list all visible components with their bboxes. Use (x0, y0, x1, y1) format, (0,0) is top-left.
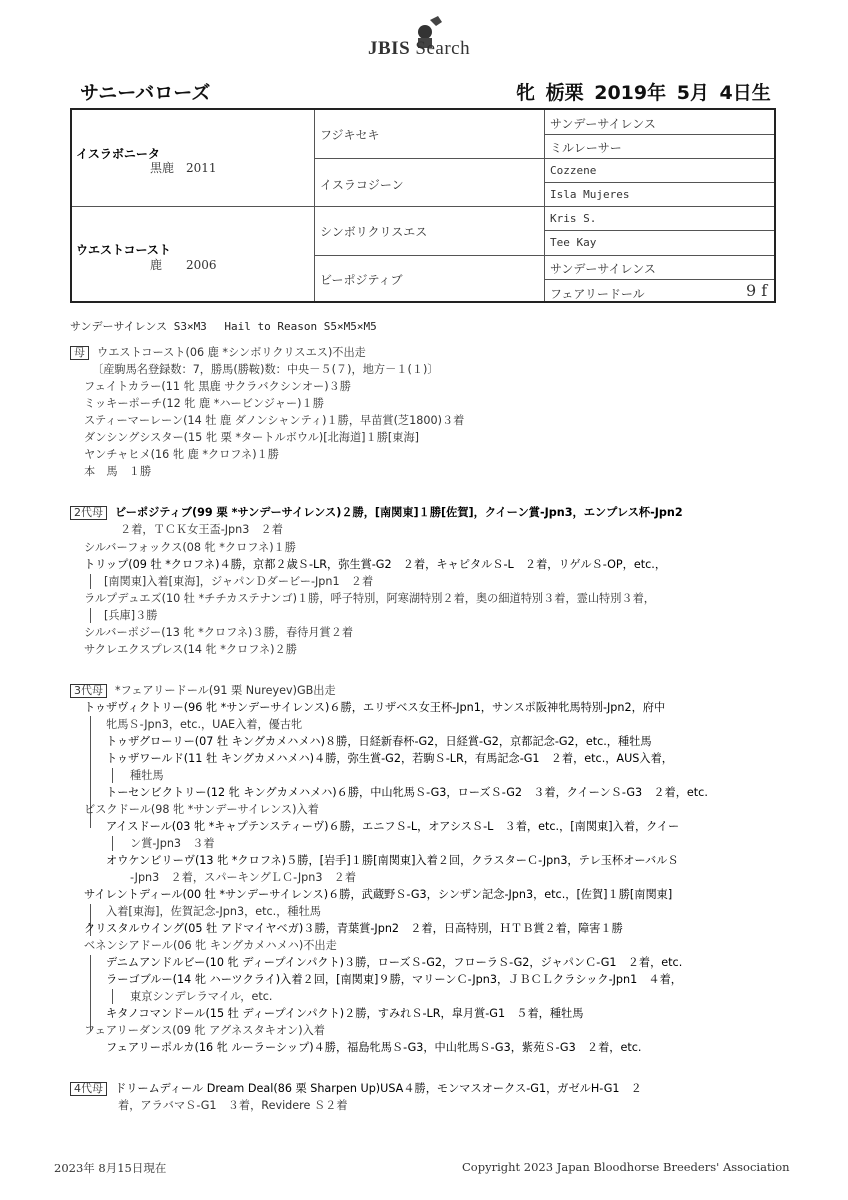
g2-tag: 2代母 (70, 506, 107, 520)
logo-text: JBIS Search (368, 38, 471, 59)
g2-line: シルバーフォックス(08 牝 *クロフネ)１勝 (84, 541, 296, 554)
g3-line: ビスクドール(98 牝 *サンデーサイレンス)入着 (84, 803, 319, 816)
ped-g3-6: Tee Kay (550, 236, 597, 249)
sire-detail: 黒鹿 2011 (150, 161, 217, 175)
ped-g2-3: シンボリクリスエス (320, 225, 428, 239)
ped-g3-7: サンデーサイレンス (550, 262, 656, 276)
ped-g2-4: ビーポジティブ (320, 273, 403, 287)
g3-line: ラーゴブルー(14 牝 ハーツクライ)入着２回，[南関東]９勝，マリーンＣ-Jpn3，ＪＢＣＬクラシック-Jpn1 ４着， (106, 973, 682, 986)
dam-line: ダンシングシスター(15 牝 栗 *タートルボウル)[北海道]１勝[東海] (84, 431, 420, 444)
dam-section-header: 母 ウエストコースト(06 鹿 *シンボリクリスエス)不出走 (70, 346, 366, 360)
pedigree-table (70, 108, 776, 303)
g3-line: デニムアンドルビー(10 牝 ディープインパクト)３勝，ローズＳ-G2，フローラＳ-G2，ジャパンＣ-G1 ２着，etc. (106, 956, 683, 969)
g2-line: トリップ(09 牡 *クロフネ)４勝，京都２歳Ｓ-LR，弥生賞-G2 ２着，キャピタルＳ-L ２着，リゲルＳ-OP，etc.， (84, 558, 667, 571)
g2-section-header: 2代母 ビーポジティブ(99 栗 *サンデーサイレンス)２勝，[南関東]１勝[佐賀]，クイーン賞-Jpn3，エンプレス杯-Jpn2 (70, 506, 683, 520)
dam-tag: 母 (70, 346, 89, 360)
dam-detail: 鹿 2006 (150, 258, 217, 272)
g3-line: 牝馬Ｓ-Jpn3，etc.，UAE入着，優古牝 (106, 718, 303, 731)
g3-tag: 3代母 (70, 684, 107, 698)
g3-line: フェアリーダンス(09 牝 アグネスタキオン)入着 (84, 1024, 325, 1037)
g4-section-header: 4代母 ドリームディール Dream Deal(86 栗 Sharpen Up)USA４勝，モンマスオークス-G1，ガゼルH-G1 ２ (70, 1082, 642, 1096)
ped-g3-3: Cozzene (550, 164, 597, 177)
g2-line: ２着，ＴＣＫ女王盃-Jpn3 ２着 (120, 523, 283, 536)
g3-line: トゥザワールド(11 牡 キングカメハメハ)４勝，弥生賞-G2，若駒Ｓ-LR，有馬記念-G1 ２着，etc.，AUS入着， (106, 752, 673, 765)
g2-line: [南関東]入着[東海]，ジャパンＤダービー-Jpn1 ２着 (104, 575, 374, 588)
g3-line: -Jpn3 ２着，スパーキングＬＣ-Jpn3 ２着 (130, 871, 357, 884)
dam-line: スティーマーレーン(14 牡 鹿 ダノンシャンティ)１勝，早苗賞(芝1800)３着 (84, 414, 465, 427)
dam-line: フェイトカラー(11 牝 黒鹿 サクラバクシンオー)３勝 (84, 380, 351, 393)
g3-line: クリスタルウイング(05 牡 アドマイヤベガ)３勝，青葉賞-Jpn2 ２着，日高特別，ＨＴＢ賞２着，障害１勝 (84, 922, 623, 935)
g3-line: ベネンシアドール(06 牝 キングカメハメハ)不出走 (84, 939, 337, 952)
g3-line: キタノコマンドール(15 牡 ディープインパクト)２勝，すみれＳ-LR，皐月賞-G1 ５着，種牡馬 (106, 1007, 584, 1020)
g3-section-header: 3代母 *フェアリードール(91 栗 Nureyev)GB出走 (70, 684, 336, 698)
g2-line: ラルプデュエズ(10 牡 *チチカステナンゴ)１勝，呼子特別，阿寒湖特別２着，奥の細道特別３着，霊山特別３着， (84, 592, 655, 605)
horse-name: サニーバローズ (80, 82, 211, 104)
g2-line: サクレエクスプレス(14 牝 *クロフネ)２勝 (84, 643, 297, 656)
inbreeding-line: サンデーサイレンス S3×M3 Hail to Reason S5×M5×M5 (70, 320, 377, 333)
g3-line: フェアリーポルカ(16 牝 ルーラーシップ)４勝，福島牝馬Ｓ-G3，中山牝馬Ｓ-G3，紫苑Ｓ-G3 ２着，etc. (106, 1041, 642, 1054)
footer-copyright: Copyright 2023 Japan Bloodhorse Breeders' Association (462, 1160, 790, 1174)
dam-name: ウエストコースト (76, 243, 171, 257)
g3-line: アイスドール(03 牝 *キャプテンスティーヴ)６勝，エニフＳ-L，オアシスＳ-L ３着，etc.，[南関東]入着，クイー (106, 820, 680, 833)
g3-line: ン賞-Jpn3 ３着 (130, 837, 215, 850)
g3-line: 東京シンデレラマイル，etc. (130, 990, 273, 1003)
jbis-logo (0, 8, 848, 58)
dam-line: ミッキーポーチ(12 牝 鹿 *ハービンジャー)１勝 (84, 397, 324, 410)
g4-tag: 4代母 (70, 1082, 107, 1096)
ped-g3-8: フェアリードール (550, 287, 645, 301)
g2-line: [兵庫]３勝 (104, 609, 158, 622)
g3-line: トーセンビクトリー(12 牝 キングカメハメハ)６勝，中山牝馬Ｓ-G3，ローズＳ-G2 ３着，クイーンＳ-G3 ２着，etc. (106, 786, 708, 799)
dam-line: 本 馬 １勝 (84, 465, 152, 478)
ped-g3-5: Kris S. (550, 212, 597, 225)
g3-line: トゥザグローリー(07 牡 キングカメハメハ)８勝，日経新春杯-G2，日経賞-G2，京都記念-G2，etc.，種牡馬 (106, 735, 652, 748)
g2-line: シルバーポジー(13 牝 *クロフネ)３勝，春待月賞２着 (84, 626, 354, 639)
g3-line: 入着[東海]，佐賀記念-Jpn3，etc.，種牡馬 (106, 905, 321, 918)
g3-line: トゥザヴィクトリー(96 牝 *サンデーサイレンス)６勝，エリザベス女王杯-Jpn1，サンスポ阪神牝馬特別-Jpn2，府中 (84, 701, 666, 714)
g3-line: サイレントディール(00 牡 *サンデーサイレンス)６勝，武蔵野Ｓ-G3，シンザン記念-Jpn3，etc.，[佐賀]１勝[南関東] (84, 888, 673, 901)
g3-line: 種牡馬 (130, 769, 164, 782)
g3-line: オウケンビリーヴ(13 牝 *クロフネ)５勝，[岩手]１勝[南関東]入着２回，クラスターＣ-Jpn3，テレ玉杯オーバルＳ (106, 854, 679, 867)
ped-g3-4: Isla Mujeres (550, 188, 630, 201)
horse-info: 牝 栃栗 2019年 5月 4日生 (516, 82, 771, 104)
footer-date: 2023年 8月15日現在 (54, 1161, 167, 1175)
ped-g3-1: サンデーサイレンス (550, 117, 656, 131)
dam-line: ヤンチャヒメ(16 牝 鹿 *クロフネ)１勝 (84, 448, 279, 461)
ped-g2-1: フジキセキ (320, 128, 380, 142)
family-number: 9 f (746, 281, 768, 300)
dam-line: 〔産駒馬名登録数：7，勝馬(勝鞍)数：中央－５(７)，地方－１(１)〕 (92, 363, 439, 376)
ped-g2-2: イスラコジーン (320, 178, 404, 192)
sire-name: イスラボニータ (76, 147, 160, 161)
ped-g3-2: ミルレーサー (550, 141, 622, 155)
g4-line: 着，アラバマＳ-G1 ３着，Revidere Ｓ２着 (118, 1099, 348, 1112)
